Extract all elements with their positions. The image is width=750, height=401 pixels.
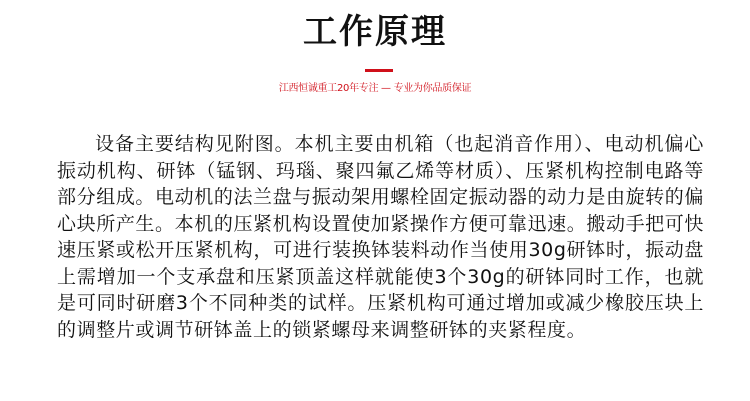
page-subtitle: 江西恒诚重工20年专注 — 专业为你品质保证 (278, 83, 472, 94)
page-title: 工作原理 (303, 12, 447, 52)
body-paragraph: 设备主要结构见附图。本机主要由机箱（也起消音作用）、电动机偏心振动机构、研钵（锰钢、玛瑙、聚四氟乙烯等材质）、压紧机构控制电路等部分组成。电动机的法兰盘与振动架用螺栓固定振动器的动力是由旋转的偏心块所产生。本机的压紧机构设置使加紧操作方便可靠迅速。搬动手把可快速压紧或松开压紧机构，可进行装换钵装料动作当使用30g研钵时，振动盘上需增加一个支承盘和压紧顶盖这样就能使3个30g的研钵同时工作，也就是可同时研磨3个不同种类的试样。压紧机构可通过增加或减少橡胶压块上的调整片或调节研钵盖上的锁紧螺母来调整研钵的夹紧程度。 (57, 133, 704, 341)
title-divider (365, 69, 393, 72)
